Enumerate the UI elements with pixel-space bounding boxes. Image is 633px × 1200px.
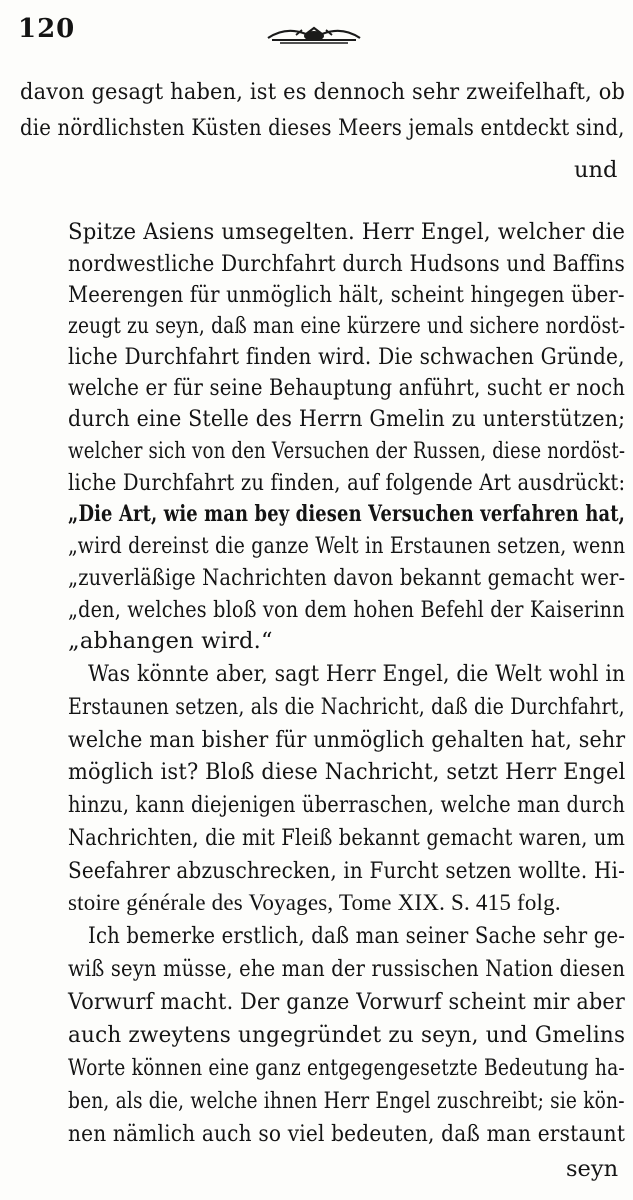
text-line: davon gesagt haben, ist es dennoch sehr zweifelhaft, ob bbox=[20, 79, 626, 105]
note-line: nen nämlich auch so viel bedeuten, daß man erstaunt bbox=[68, 1121, 626, 1147]
note-line: Meerengen für unmöglich hält, scheint hingegen über- bbox=[68, 282, 625, 308]
note-line: liche Durchfahrt zu finden, auf folgende Art ausdrückt: bbox=[68, 470, 626, 496]
quote-line: „wird dereinst die ganze Welt in Erstaunen setzen, wenn bbox=[68, 533, 626, 559]
note-line: Erstaunen setzen, als die Nachricht, daß die Durchfahrt, bbox=[68, 694, 625, 720]
note-line: Seefahrer abzuschrecken, in Furcht setzen wollte. Hi- bbox=[68, 858, 626, 884]
note-line: möglich ist? Bloß diese Nachricht, setzt Herr Engel bbox=[68, 759, 626, 785]
note-line: welche man bisher für unmöglich gehalten hat, sehr bbox=[68, 727, 626, 753]
decorative-ornament-icon bbox=[266, 18, 362, 46]
citation-line: stoire générale des Voyages, Tome XIX. S. 415 folg. bbox=[68, 890, 561, 915]
note-line: zeugt zu seyn, daß man eine kürzere und sichere nordöst- bbox=[68, 313, 626, 339]
quote-line: „zuverläßige Nachrichten davon bekannt gemacht wer- bbox=[68, 565, 626, 591]
note-line: Worte können eine ganz entgegengesetzte Bedeutung ha- bbox=[68, 1055, 625, 1081]
note-line: wiß seyn müsse, ehe man der russischen Nation diesen bbox=[68, 956, 626, 982]
note-line: liche Durchfahrt finden wird. Die schwachen Gründe, bbox=[68, 344, 625, 370]
note-line: welcher sich von den Versuchen der Russen, diese nordöst- bbox=[68, 438, 626, 464]
note-line: ben, als die, welche ihnen Herr Engel zuschreibt; sie kön- bbox=[68, 1088, 625, 1114]
note-line: Was könnte aber, sagt Herr Engel, die Welt wohl in bbox=[88, 661, 626, 687]
note-line: welche er für seine Behauptung anführt, sucht er noch bbox=[68, 375, 626, 401]
text-line: die nördlichsten Küsten dieses Meers jemals entdeckt sind, bbox=[20, 115, 625, 141]
quote-line: „den, welches bloß von dem hohen Befehl der Kaiserinn bbox=[68, 597, 625, 623]
catchword: seyn bbox=[566, 1156, 619, 1182]
page-number: 120 bbox=[18, 14, 76, 44]
quote-line: „Die Art, wie man bey diesen Versuchen verfahren hat, bbox=[68, 501, 626, 527]
note-line: Spitze Asiens umsegelten. Herr Engel, welcher die bbox=[68, 219, 626, 245]
quote-line: „abhangen wird.“ bbox=[68, 628, 273, 654]
note-line: durch eine Stelle des Herrn Gmelin zu unterstützen; bbox=[68, 406, 626, 432]
note-line: auch zweytens ungegründet zu seyn, und Gmelins bbox=[68, 1022, 626, 1048]
note-line: hinzu, kann diejenigen überraschen, welche man durch bbox=[68, 792, 626, 818]
catchword: und bbox=[574, 157, 618, 183]
note-line: nordwestliche Durchfahrt durch Hudsons und Baffins bbox=[68, 251, 625, 277]
note-line: Vorwurf macht. Der ganze Vorwurf scheint mir aber bbox=[68, 989, 626, 1015]
note-line: Ich bemerke erstlich, daß man seiner Sache sehr ge- bbox=[88, 923, 626, 949]
note-line: Nachrichten, die mit Fleiß bekannt gemacht waren, um bbox=[68, 825, 626, 851]
